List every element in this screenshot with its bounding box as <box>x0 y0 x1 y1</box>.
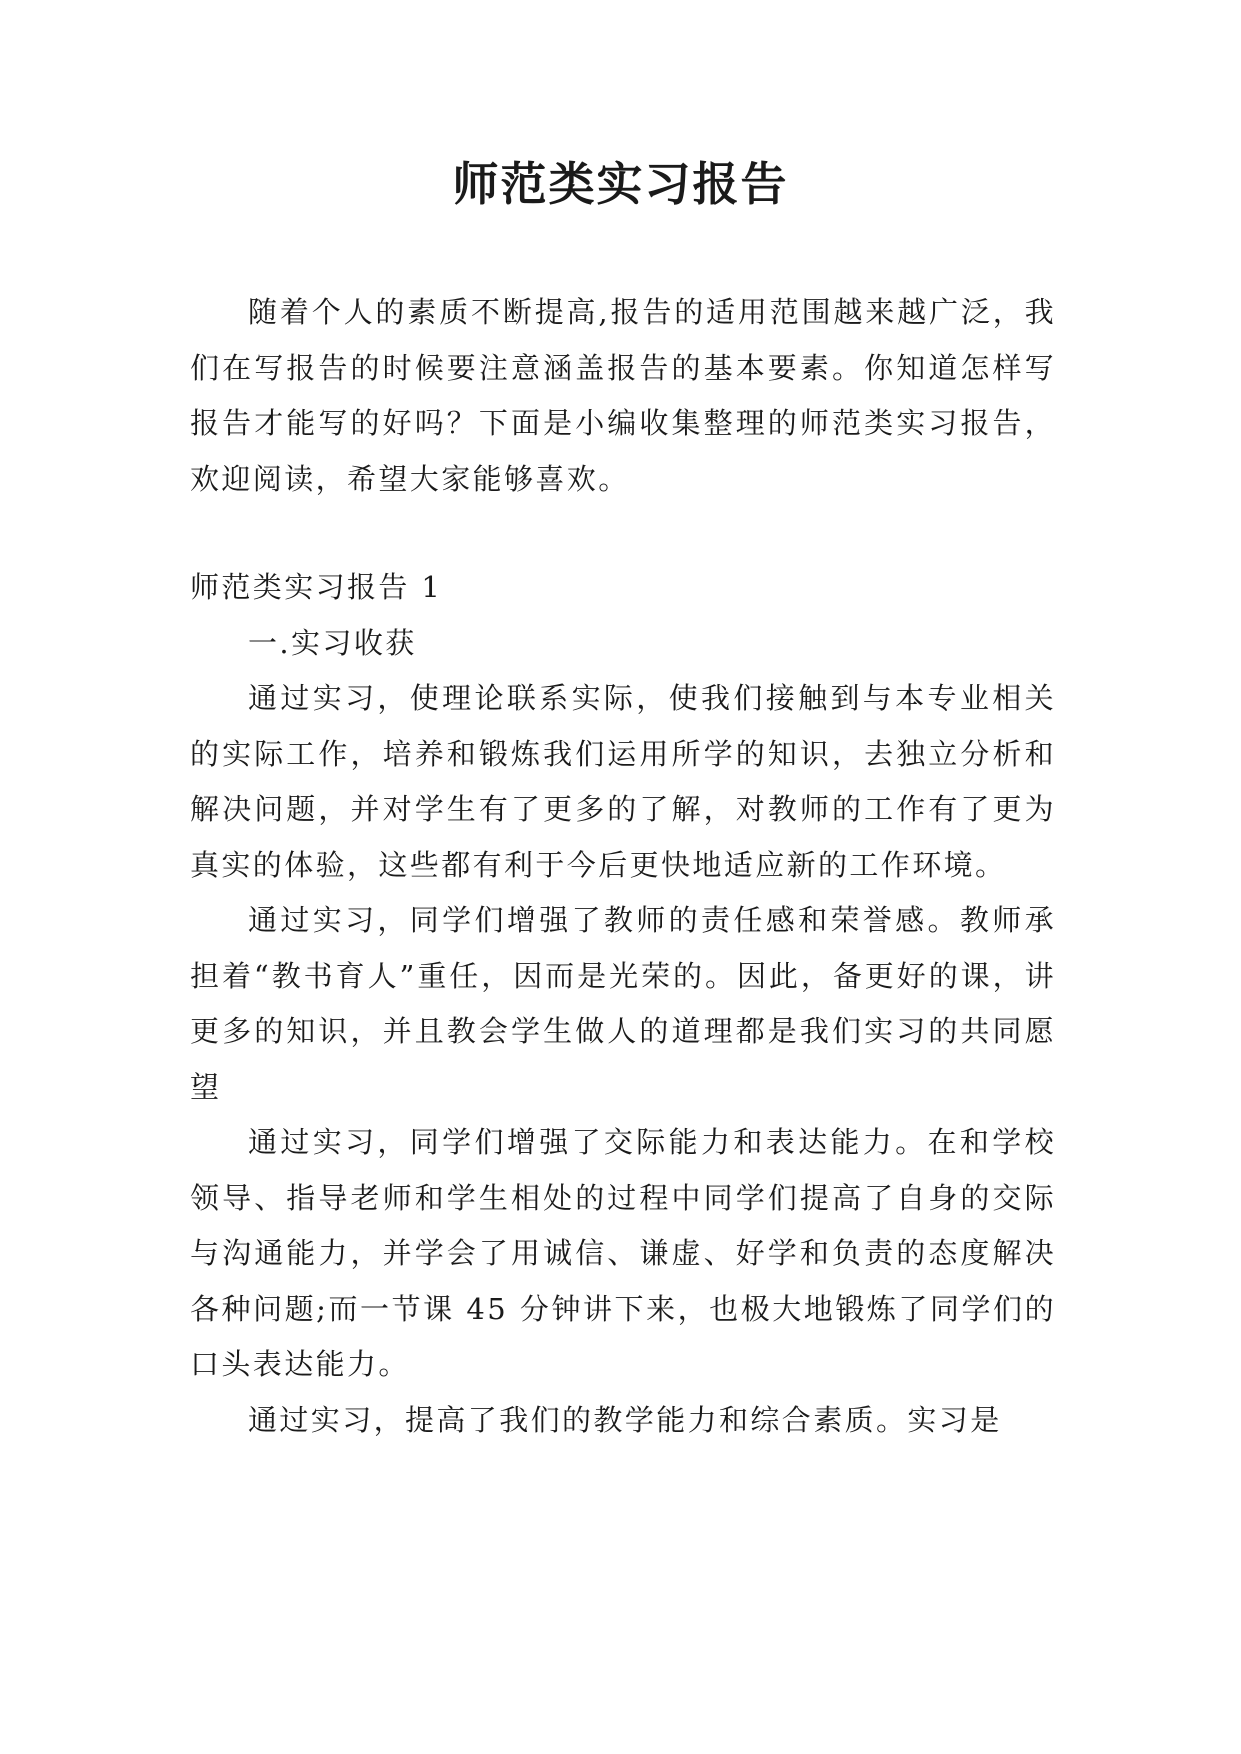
body-paragraph: 通过实习，使理论联系实际，使我们接触到与本专业相关的实际工作，培养和锻炼我们运用所学的知识，去独立分析和解决问题，并对学生有了更多的了解，对教师的工作有了更为真实的体验，这些都有利于今后更快地适应新的工作环境。 <box>190 681 1056 882</box>
body-paragraph: 通过实习，提高了我们的教学能力和综合素质。实习是 <box>248 1402 1002 1437</box>
subheading: 一.实习收获 <box>248 625 417 660</box>
document-body <box>190 285 1056 1448</box>
section-heading: 师范类实习报告 1 <box>190 570 443 604</box>
body-paragraph: 通过实习，同学们增强了交际能力和表达能力。在和学校领导、指导老师和学生相处的过程中同学们提高了自身的交际与沟通能力，并学会了用诚信、谦虚、好学和负责的态度解决各种问题;而一节课 45 分钟讲下来，也极大地锻炼了同学们的口头表达能力。 <box>190 1125 1056 1381</box>
body-paragraph: 通过实习，同学们增强了教师的责任感和荣誉感。教师承担着“教书育人”重任，因而是光荣的。因此，备更好的课，讲更多的知识，并且教会学生做人的道理都是我们实习的共同愿望 <box>190 903 1056 1104</box>
document-title: 师范类实习报告 <box>452 157 789 211</box>
intro-paragraph: 随着个人的素质不断提高,报告的适用范围越来越广泛，我们在写报告的时候要注意涵盖报告的基本要素。你知道怎样写报告才能写的好吗？下面是小编收集整理的师范类实习报告，欢迎阅读，希望大家能够喜欢。 <box>190 295 1056 496</box>
